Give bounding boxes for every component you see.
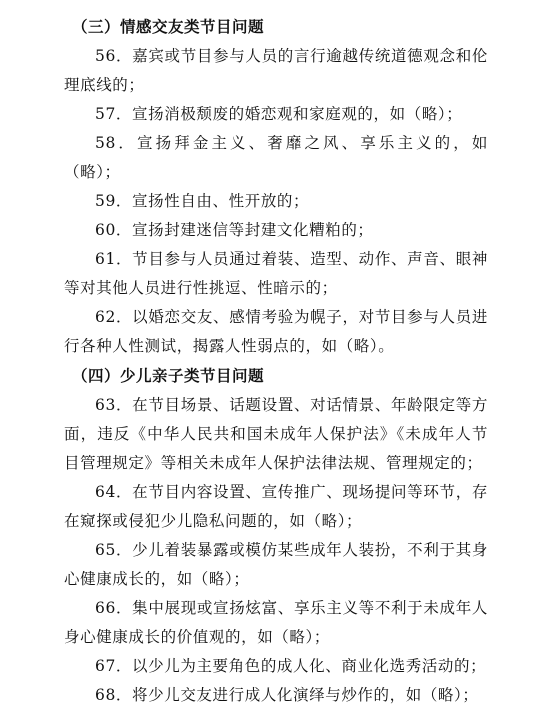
list-item: 62．以婚恋交友、感情考验为幌子，对节目参与人员进行各种人性测试，揭露人性弱点的，如（略）。 — [64, 308, 488, 355]
list-item: 63．在节目场景、话题设置、对话情景、年龄限定等方面，违反《中华人民共和国未成年人保护法》《未成年人节目管理规定》等相关未成年人保护法律法规、管理规定的； — [64, 396, 488, 472]
list-item: 65．少儿着装暴露或模仿某些成年人装扮，不利于其身心健康成长的，如（略）； — [64, 541, 488, 588]
list-item: 66．集中展现或宣扬炫富、享乐主义等不利于未成年人身心健康成长的价值观的，如（略）； — [64, 599, 488, 646]
list-item: 64．在节目内容设置、宣传推广、现场提问等环节，存在窥探或侵犯少儿隐私问题的，如（略）； — [64, 483, 488, 530]
list-item: 57．宣扬消极颓废的婚恋观和家庭观的，如（略）； — [95, 105, 463, 123]
section-children-parenting — [64, 361, 488, 710]
section-heading: （三）情感交友类节目问题 — [72, 18, 265, 36]
section-emotion-dating — [64, 12, 488, 361]
section-heading: （四）少儿亲子类节目问题 — [72, 367, 265, 385]
list-item: 60．宣扬封建迷信等封建文化糟粕的； — [95, 221, 374, 239]
list-item: 56．嘉宾或节目参与人员的言行逾越传统道德观念和伦理底线的； — [64, 47, 488, 94]
list-item: 59．宣扬性自由、性开放的； — [95, 192, 310, 210]
list-item: 68．将少儿交友进行成人化演绎与炒作的，如（略）； — [95, 686, 479, 704]
list-item: 61．节目参与人员通过着装、造型、动作、声音、眼神等对其他人员进行性挑逗、性暗示的； — [64, 250, 488, 297]
list-item: 58．宣扬拜金主义、奢靡之风、享乐主义的，如（略）； — [64, 134, 488, 181]
list-item: 67．以少儿为主要角色的成人化、商业化选秀活动的； — [95, 657, 487, 675]
